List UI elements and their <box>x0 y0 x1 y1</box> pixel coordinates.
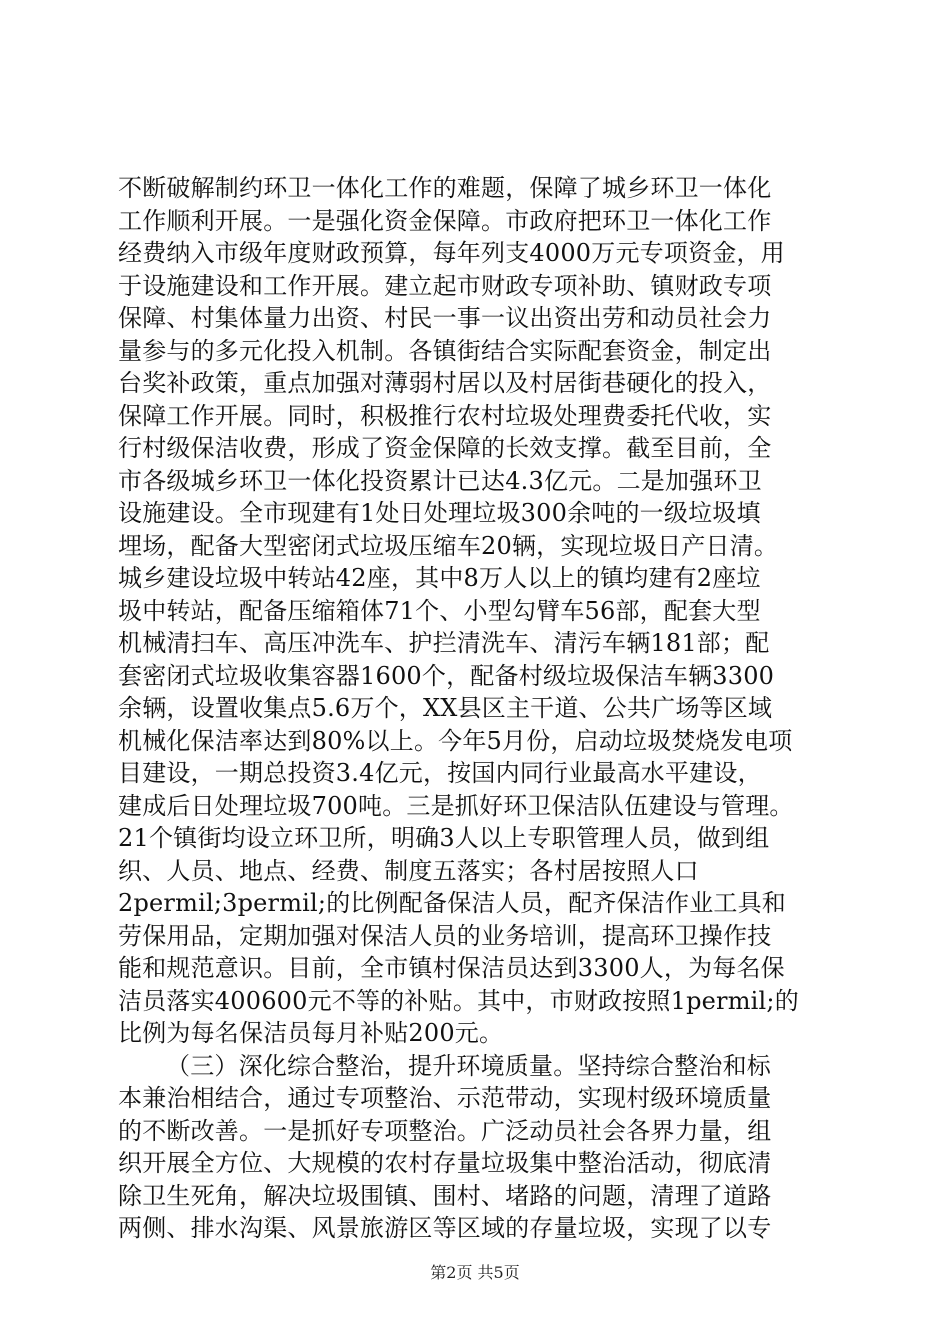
body-text <box>118 172 838 1245</box>
text-line: 目建设，一期总投资3.4亿元，按国内同行业最高水平建设， <box>118 759 762 787</box>
text-line: 织开展全方位、大规模的农村存量垃圾集中整治活动，彻底清 <box>118 1149 772 1177</box>
text-line: 织、人员、地点、经费、制度五落实；各村居按照人口 <box>118 856 699 885</box>
text-line: 保障、村集体量力出资、村民一事一议出资出劳和动员社会力 <box>118 304 772 332</box>
text-line: 不断破解制约环卫一体化工作的难题，保障了城乡环卫一体化 <box>118 174 772 202</box>
text-line: 市各级城乡环卫一体化投资累计已达4.3亿元。二是加强环卫 <box>118 466 762 495</box>
text-line: 于设施建设和工作开展。建立起市财政专项补助、镇财政专项 <box>118 271 772 300</box>
text-line: 埋场，配备大型密闭式垃圾压缩车20辆，实现垃圾日产日清。 <box>118 531 779 560</box>
text-line: 建成后日处理垃圾700吨。三是抓好环卫保洁队伍建设与管理。 <box>118 791 794 820</box>
text-line: 余辆，设置收集点5.6万个，XX县区主干道、公共广场等区域 <box>118 694 773 722</box>
text-line: 的不断改善。一是抓好专项整治。广泛动员社会各界力量，组 <box>118 1116 772 1145</box>
text-line: 圾中转站，配备压缩箱体71个、小型勾臂车56部，配套大型 <box>118 596 761 625</box>
text-line: 劳保用品，定期加强对保洁人员的业务培训，提高环卫操作技 <box>118 921 772 950</box>
text-line: 机械化保洁率达到80%以上。今年5月份，启动垃圾焚烧发电项 <box>118 726 793 755</box>
text-line: 设施建设。全市现建有1处日处理垃圾300余吨的一级垃圾填 <box>118 499 761 527</box>
text-line: 洁员落实400600元不等的补贴。其中，市财政按照1permil;的 <box>118 986 799 1015</box>
text-line: 2permil;3permil;的比例配备保洁人员，配齐保洁作业工具和 <box>118 889 787 917</box>
text-line: 21个镇街均设立环卫所，明确3人以上专职管理人员，做到组 <box>118 824 770 852</box>
text-line: 机械清扫车、高压冲洗车、护拦清洗车、清污车辆181部；配 <box>118 629 770 657</box>
text-line: 除卫生死角，解决垃圾围镇、围村、堵路的问题，清理了道路 <box>118 1181 772 1210</box>
text-line: 套密闭式垃圾收集容器1600个，配备村级垃圾保洁车辆3300 <box>118 661 775 690</box>
text-line: 城乡建设垃圾中转站42座，其中8万人以上的镇均建有2座垃 <box>118 564 761 592</box>
text-line: 能和规范意识。目前，全市镇村保洁员达到3300人，为每名保 <box>118 954 785 982</box>
text-line: 行村级保洁收费，形成了资金保障的长效支撑。截至目前，全 <box>118 434 772 462</box>
text-line: 保障工作开展。同时，积极推行农村垃圾处理费委托代收，实 <box>118 401 772 430</box>
text-line: 比例为每名保洁员每月补贴200元。 <box>118 1019 504 1047</box>
text-line: 本兼治相结合，通过专项整治、示范带动，实现村级环境质量 <box>118 1084 772 1112</box>
text-line: 工作顺利开展。一是强化资金保障。市政府把环卫一体化工作 <box>118 206 772 235</box>
text-line: 台奖补政策，重点加强对薄弱村居以及村居街巷硬化的投入， <box>118 369 772 397</box>
text-line: 两侧、排水沟渠、风景旅游区等区域的存量垃圾，实现了以专 <box>118 1214 772 1242</box>
section-heading-line: （三）深化综合整治，提升环境质量。坚持综合整治和标 <box>166 1051 771 1080</box>
text-line: 经费纳入市级年度财政预算，每年列支4000万元专项资金，用 <box>118 239 785 267</box>
text-line: 量参与的多元化投入机制。各镇街结合实际配套资金，制定出 <box>118 336 772 365</box>
page-footer: 第2页 共5页 <box>430 1263 520 1282</box>
